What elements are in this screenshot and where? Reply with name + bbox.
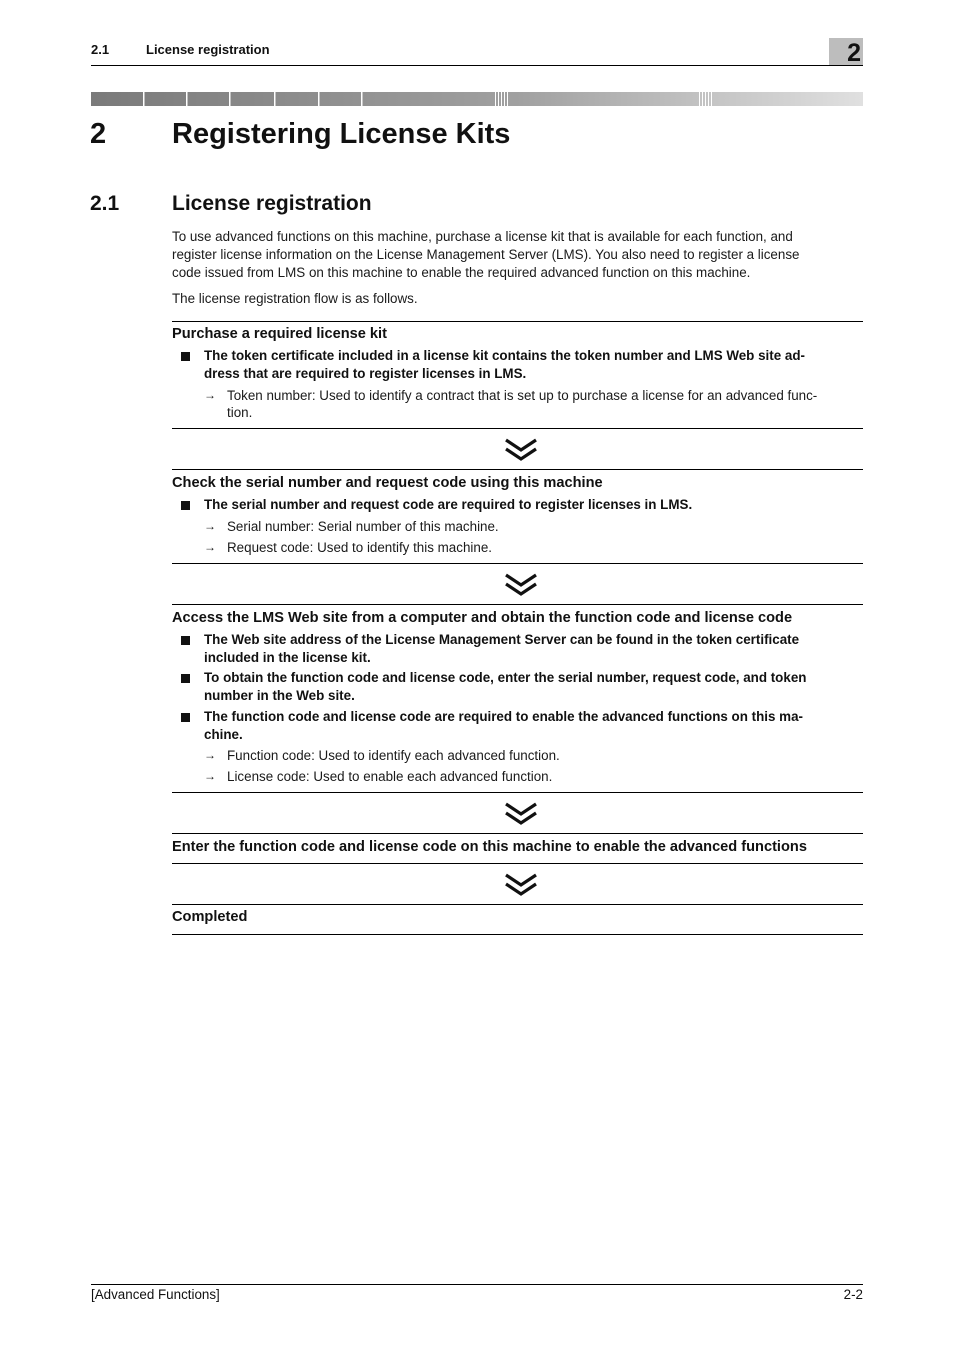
footer-rule	[91, 1284, 863, 1285]
running-header-section-title: License registration	[146, 42, 270, 57]
step-detail	[227, 387, 863, 421]
section-number: 2.1	[90, 192, 120, 215]
step-title: Enter the function code and license code on this machine to enable the advanced functions	[172, 839, 807, 855]
detail-line: Serial number: Serial number of this machine.	[227, 519, 499, 534]
detail-line: Token number: Used to identify a contract that is set up to purchase a license for an advanced func-	[227, 388, 818, 403]
chapter-badge: 2	[829, 38, 863, 65]
header-rule	[91, 65, 863, 66]
step-divider	[172, 428, 863, 429]
step-detail	[227, 768, 863, 785]
bullet-line: chine.	[204, 727, 243, 742]
arrow-icon: →	[204, 388, 216, 402]
step-divider	[172, 863, 863, 864]
step-divider	[172, 604, 863, 605]
section-title: License registration	[172, 192, 372, 215]
step-divider	[172, 792, 863, 793]
intro-line: To use advanced functions on this machine, purchase a license kit that is available for each function, and	[172, 229, 793, 244]
arrow-icon: →	[204, 540, 216, 554]
step-bullet	[204, 347, 863, 383]
step-title: Completed	[172, 909, 248, 925]
double-chevron-down-icon	[503, 872, 539, 898]
bullet-line: included in the license kit.	[204, 650, 371, 665]
footer-page-number: 2-2	[843, 1287, 863, 1302]
square-bullet-icon	[181, 501, 190, 510]
bullet-line: The function code and license code are required to enable the advanced functions on this ma-	[204, 709, 803, 724]
step-detail	[227, 539, 863, 556]
bullet-line: number in the Web site.	[204, 688, 355, 703]
step-divider	[172, 904, 863, 905]
step-bullet	[204, 669, 863, 705]
chapter-title: Registering License Kits	[172, 118, 511, 150]
running-header-section-number: 2.1	[91, 42, 110, 57]
chapter-number: 2	[90, 118, 107, 150]
square-bullet-icon	[181, 674, 190, 683]
bullet-line: To obtain the function code and license code, enter the serial number, request code, and token	[204, 670, 807, 685]
step-divider	[172, 563, 863, 564]
arrow-icon: →	[204, 748, 216, 762]
step-divider	[172, 469, 863, 470]
double-chevron-down-icon	[503, 801, 539, 827]
detail-line: Request code: Used to identify this machine.	[227, 540, 492, 555]
intro-line: code issued from LMS on this machine to enable the required advanced function on this machine.	[172, 265, 751, 280]
step-detail	[227, 747, 863, 764]
detail-line: tion.	[227, 405, 253, 420]
step-divider	[172, 833, 863, 834]
bullet-line: The token certificate included in a license kit contains the token number and LMS Web site ad-	[204, 348, 805, 363]
footer-manual-title: [Advanced Functions]	[91, 1287, 220, 1302]
arrow-icon: →	[204, 769, 216, 783]
double-chevron-down-icon	[503, 572, 539, 598]
step-divider	[172, 934, 863, 935]
bullet-line: dress that are required to register licenses in LMS.	[204, 366, 527, 381]
step-bullet	[204, 496, 863, 514]
bullet-line: The Web site address of the License Management Server can be found in the token certificate	[204, 632, 800, 647]
step-bullet	[204, 631, 863, 667]
arrow-icon: →	[204, 519, 216, 533]
square-bullet-icon	[181, 636, 190, 645]
intro-paragraph	[172, 228, 863, 282]
detail-line: Function code: Used to identify each advanced function.	[227, 748, 560, 763]
intro-line: register license information on the License Management Server (LMS). You also need to register a license	[172, 247, 800, 262]
square-bullet-icon	[181, 352, 190, 361]
step-detail	[227, 518, 863, 535]
flow-note: The license registration flow is as follows.	[172, 291, 418, 306]
step-title: Access the LMS Web site from a computer and obtain the function code and license code	[172, 610, 793, 626]
step-bullet	[204, 708, 863, 744]
square-bullet-icon	[181, 713, 190, 722]
double-chevron-down-icon	[503, 437, 539, 463]
bullet-line: The serial number and request code are required to register licenses in LMS.	[204, 497, 693, 512]
detail-line: License code: Used to enable each advanced function.	[227, 769, 553, 784]
step-divider	[172, 321, 863, 322]
step-title: Check the serial number and request code using this machine	[172, 475, 603, 491]
step-title: Purchase a required license kit	[172, 326, 387, 342]
decorative-gradient-bar	[91, 92, 863, 106]
